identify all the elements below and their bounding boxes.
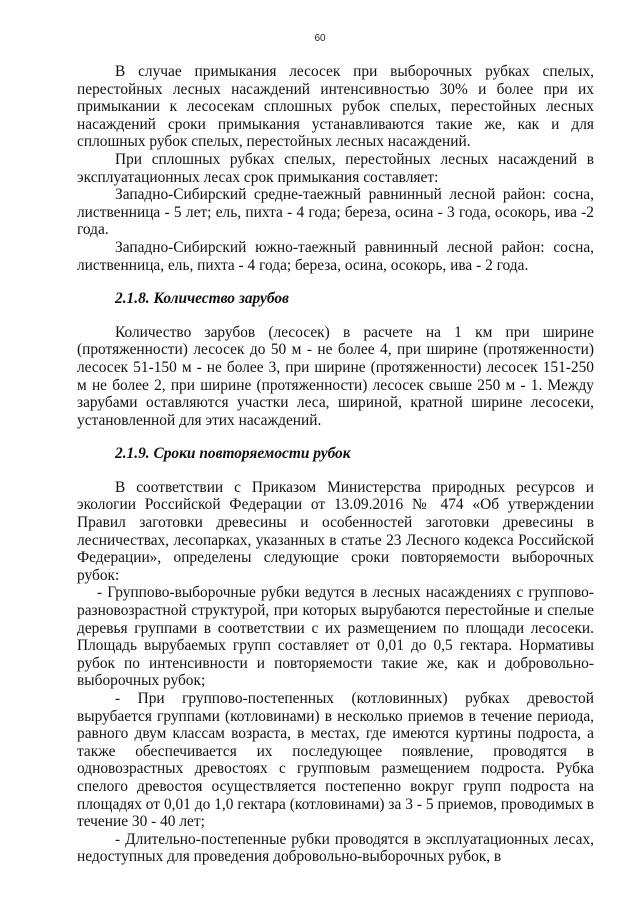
page-content	[77, 63, 594, 866]
paragraph-south-taiga-district: Западно-Сибирский южно-таежный равнинный лесной район: сосна, лиственница, ель, пихта - 4 года; береза, осина, осокорь, ива - 2 года.	[77, 238, 594, 274]
paragraph-middle-taiga-district: Западно-Сибирский средне-таежный равнинный лесной район: сосна, лиственница - 5 лет; ель, пихта - 4 года; береза, осина - 3 года, осокорь, ива -2 года.	[77, 186, 594, 239]
paragraph-cut-count: Количество зарубов (лесосек) в расчете на 1 км при ширине (протяженности) лесосек до 50 м - не более 4, при ширине (протяженности) лесосек 51-150 м - не более 3, при ширине (протяженности) лесосек 151-250 м не более 2, при ширине (протяженности) лесосек свыше 250 м - 1. Между зарубами оставляются участки леса, шириной, кратной ширине лесосеки, установленной для этих насаждений.	[77, 323, 594, 429]
page-number: 60	[314, 33, 326, 44]
list-item-group-selective: - Группово-выборочные рубки ведутся в лесных насаждениях с группово-разновозрастной структурой, при которых вырубаются перестойные и спелые деревья группами в соответствии с их размещением по площади лесосеки. Площадь вырубаемых групп составляет от 0,01 до 0,5 гектара. Нормативы рубок по интенсивности и повторяемости такие же, как и добровольно-выборочных рубок;	[77, 584, 594, 690]
heading-2-1-8: 2.1.8. Количество зарубов	[115, 290, 289, 308]
paragraph-adjacency-clear-cut: При сплошных рубках спелых, перестойных лесных насаждений в эксплуатационных лесах срок примыкания составляет:	[77, 150, 594, 186]
paragraph-adjacency-selective: В случае примыкания лесосек при выборочных рубках спелых, перестойных лесных насаждений интенсивностью 30% и более при их примыкании к лесосекам сплошных рубок спелых, перестойных лесных насаждений сроки примыкания устанавливаются такие же, как и для сплошных рубок спелых, перестойных лесных насаждений.	[77, 63, 594, 151]
list-item-long-gradual: - Длительно-постепенные рубки проводятся в эксплуатационных лесах, недоступных для проведения добровольно-выборочных рубок, в	[77, 830, 594, 866]
list-item-group-gradual: - При группово-постепенных (котловинных) рубках древостой вырубается группами (котловинами) в несколько приемов в течение периода, равного двум классам возраста, в местах, где имеются куртины подроста, а также обеспечивается их последующее появление, проводятся в одновозрастных древостоях с групповым размещением подроста. Рубка спелого древостоя осуществляется постепенно вокруг групп подроста на площадях от 0,01 до 1,0 гектара (котловинами) за 3 - 5 приемов, проводимых в течение 30 - 40 лет;	[77, 690, 594, 831]
heading-2-1-9: 2.1.9. Сроки повторяемости рубок	[115, 445, 351, 463]
paragraph-order-reference: В соответствии с Приказом Министерства природных ресурсов и экологии Российской Федерации от 13.09.2016 № 474 «Об утверждении Правил заготовки древесины и особенностей заготовки древесины в лесничествах, лесопарках, указанных в статье 23 Лесного кодекса Российской Федерации», определены следующие сроки повторяемости выборочных рубок:	[77, 478, 594, 584]
